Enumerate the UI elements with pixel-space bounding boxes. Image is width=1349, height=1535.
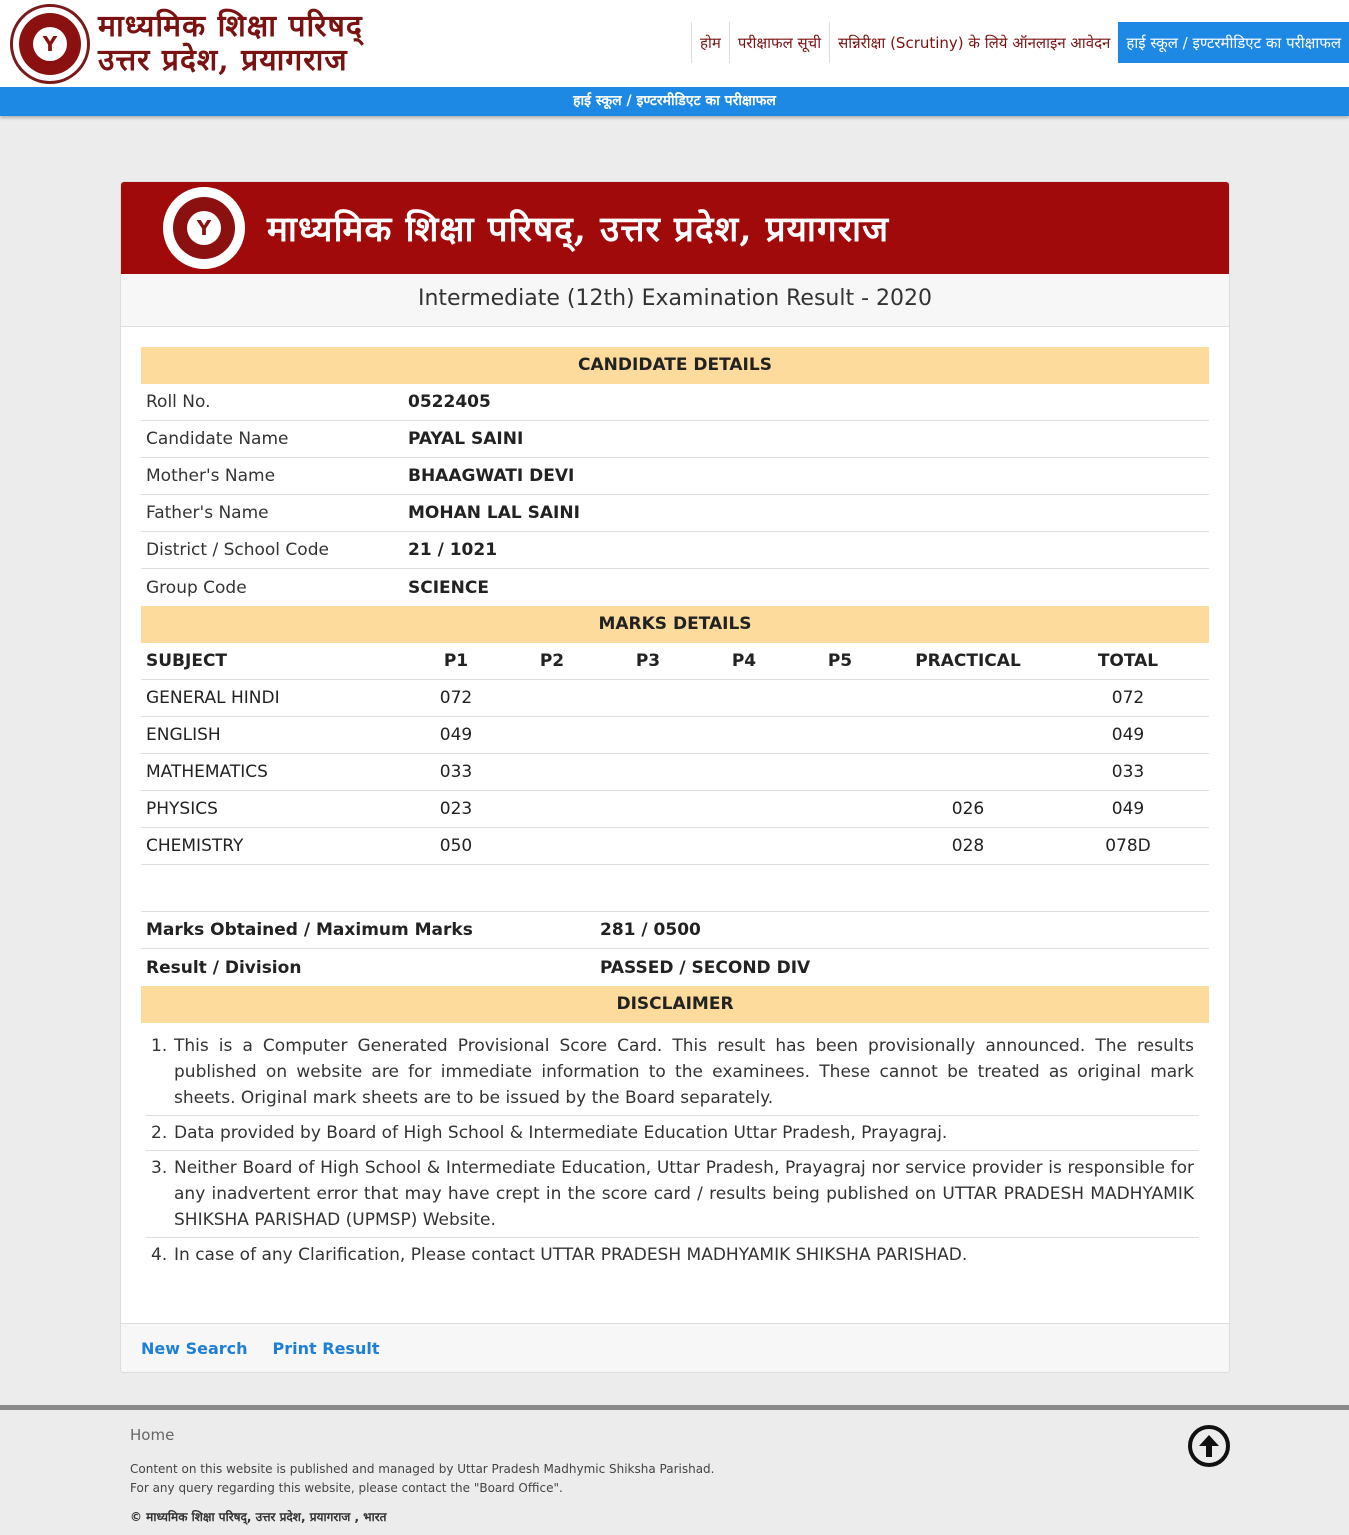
p1-cell: 072: [439, 688, 473, 708]
total-cell: 072: [1111, 688, 1145, 708]
list-item: [146, 1151, 1199, 1238]
table-row: [141, 791, 1209, 828]
total-cell: 049: [1111, 799, 1145, 819]
total-cell: 078D: [1105, 836, 1151, 856]
list-item: [146, 1116, 1199, 1151]
item-text: Neither Board of High School & Intermediate Education, Uttar Pradesh, Prayagraj nor service provider is responsible for any inadvertent error that may have crept in the score card / results being published on UTTAR PRADESH MADHYAMIK SHIKSHA PARISHAD (UPMSP) Website.: [174, 1158, 1194, 1230]
arrow-up-circle-icon[interactable]: [1188, 1425, 1230, 1467]
candidate-row: [141, 384, 1209, 421]
table-row: [141, 754, 1209, 791]
field-label: Father's Name: [146, 503, 269, 523]
column-header: TOTAL: [1097, 651, 1159, 671]
item-number: 4.: [151, 1245, 168, 1265]
column-header: SUBJECT: [146, 651, 228, 671]
item-text: Data provided by Board of High School & Intermediate Education Uttar Pradesh, Prayagraj.: [174, 1123, 948, 1143]
list-item: [146, 1029, 1199, 1116]
site-header: [0, 0, 1349, 87]
site-footer: [0, 1405, 1349, 1535]
summary-value: PASSED / SECOND DIV: [600, 957, 811, 978]
footer-home-link[interactable]: Home: [130, 1426, 175, 1444]
result-heading: Intermediate (12th) Examination Result - 2020: [121, 274, 1229, 327]
subject-cell: CHEMISTRY: [146, 836, 244, 856]
disclaimer-header: DISCLAIMER: [141, 986, 1209, 1023]
summary-label: Result / Division: [146, 957, 302, 978]
practical-cell: 026: [951, 799, 985, 819]
site-logo[interactable]: [10, 4, 363, 84]
result-content: [141, 347, 1209, 1272]
p1-cell: 023: [439, 799, 473, 819]
p1-cell: 050: [439, 836, 473, 856]
marks-details-header: MARKS DETAILS: [141, 606, 1209, 643]
field-value: 21 / 1021: [408, 540, 498, 560]
print-result-link[interactable]: Print Result: [272, 1338, 380, 1358]
field-label: District / School Code: [146, 540, 329, 560]
page-subtitle-bar: हाई स्कूल / इण्टरमीडिएट का परीक्षाफल: [0, 87, 1349, 116]
card-banner: [121, 182, 1229, 274]
item-text: In case of any Clarification, Please contact UTTAR PRADESH MADHYAMIK SHIKSHA PARISHAD.: [174, 1245, 968, 1265]
summary-label: Marks Obtained / Maximum Marks: [146, 920, 473, 940]
board-emblem-icon: Y: [163, 187, 245, 269]
summary-value: 281 / 0500: [600, 920, 701, 940]
nav-result-list[interactable]: परीक्षाफल सूची: [729, 22, 829, 63]
field-value: MOHAN LAL SAINI: [408, 503, 580, 523]
item-text: This is a Computer Generated Provisional Score Card. This result has been provisionally announced. The results published on website are for immediate information to the examinees. These cannot be treated as original mark sheets. Original mark sheets are to be issued by the Board separately.: [174, 1036, 1194, 1108]
footer-info: [130, 1460, 715, 1498]
field-label: Group Code: [146, 577, 247, 598]
subject-cell: GENERAL HINDI: [146, 688, 280, 708]
practical-cell: 028: [951, 836, 985, 856]
table-row: [141, 828, 1209, 865]
candidate-row: [141, 421, 1209, 458]
subject-cell: PHYSICS: [146, 799, 218, 819]
table-row: [141, 680, 1209, 717]
marks-table-header: [141, 643, 1209, 680]
column-header: P1: [443, 651, 469, 671]
footer-copyright: © माध्यमिक शिक्षा परिषद्, उत्तर प्रदेश, प्रयागराज , भारत: [130, 1510, 387, 1524]
candidate-row: [141, 458, 1209, 495]
table-spacer: [141, 865, 1209, 912]
disclaimer-list: [141, 1023, 1209, 1272]
card-actions: [121, 1323, 1229, 1372]
footer-line-2: For any query regarding this website, please contact the "Board Office".: [130, 1481, 563, 1495]
brand-line-1: माध्यमिक शिक्षा परिषद्: [98, 8, 363, 44]
total-cell: 033: [1111, 762, 1145, 782]
field-label: Candidate Name: [146, 429, 289, 449]
candidate-row: [141, 495, 1209, 532]
nav-scrutiny[interactable]: सन्निरीक्षा (Scrutiny) के लिये ऑनलाइन आवेदन: [829, 22, 1118, 63]
column-header: P5: [827, 651, 853, 671]
main-nav: [691, 22, 1349, 63]
new-search-link[interactable]: New Search: [141, 1338, 248, 1358]
field-value: 0522405: [408, 392, 491, 412]
item-number: 2.: [151, 1123, 168, 1143]
item-number: 3.: [151, 1158, 168, 1178]
p1-cell: 049: [439, 725, 473, 745]
subject-cell: ENGLISH: [146, 725, 221, 745]
field-label: Roll No.: [146, 392, 211, 412]
field-value: SCIENCE: [408, 577, 489, 598]
candidate-row: [141, 569, 1209, 606]
candidate-details-header: CANDIDATE DETAILS: [141, 347, 1209, 384]
brand-title: [98, 10, 363, 79]
field-value: PAYAL SAINI: [408, 429, 524, 449]
nav-home[interactable]: होम: [691, 22, 729, 63]
field-label: Mother's Name: [146, 466, 276, 486]
field-value: BHAAGWATI DEVI: [408, 466, 575, 486]
item-number: 1.: [151, 1036, 168, 1056]
board-emblem-icon: Y: [10, 4, 90, 84]
table-row: [141, 717, 1209, 754]
nav-hs-inter-result[interactable]: हाई स्कूल / इण्टरमीडिएट का परीक्षाफल: [1118, 22, 1349, 63]
summary-row: [141, 949, 1209, 986]
p1-cell: 033: [439, 762, 473, 782]
result-card: [120, 181, 1230, 1373]
subject-cell: MATHEMATICS: [146, 762, 268, 782]
column-header: P3: [635, 651, 661, 671]
brand-line-2: उत्तर प्रदेश, प्रयागराज: [98, 43, 348, 78]
column-header: PRACTICAL: [915, 651, 1021, 671]
banner-title: माध्यमिक शिक्षा परिषद्, उत्तर प्रदेश, प्रयागराज: [267, 208, 890, 250]
footer-line-1: Content on this website is published and managed by Uttar Pradesh Madhymic Shiksha Parishad.: [130, 1462, 715, 1476]
summary-row: [141, 912, 1209, 949]
column-header: P2: [539, 651, 565, 671]
list-item: [146, 1238, 1199, 1272]
total-cell: 049: [1111, 725, 1145, 745]
candidate-row: [141, 532, 1209, 569]
column-header: P4: [731, 651, 757, 671]
